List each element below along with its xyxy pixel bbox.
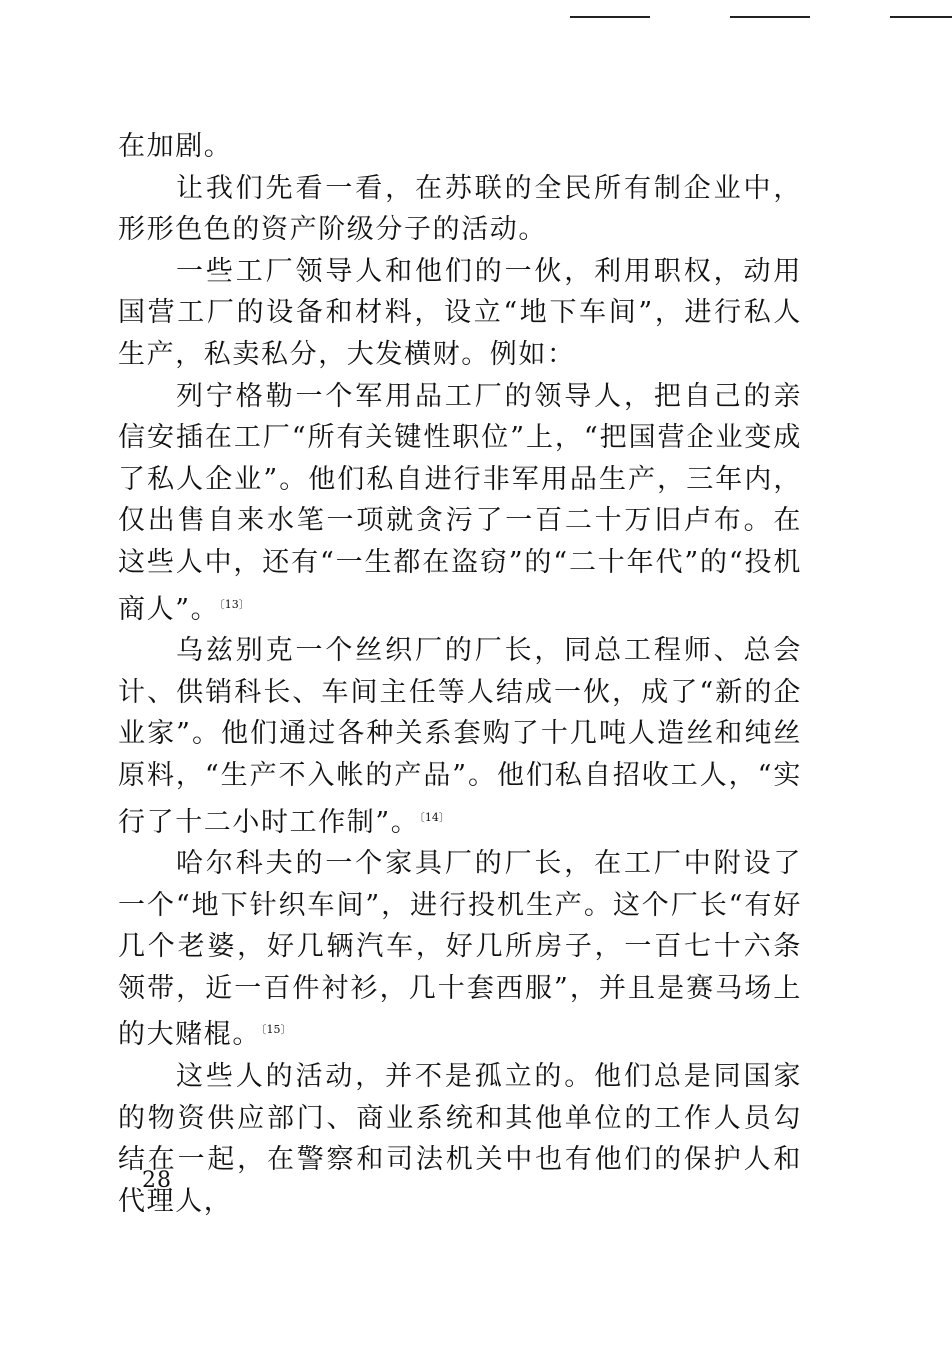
paragraph-text: 哈尔科夫的一个家具厂的厂长，在工厂中附设了一个“地下针织车间”，进行投机生产。这个厂长“有好几个老婆，好几辆汽车，好几所房子，一百七十六条领带，近一百件衬衫，几十套西服”，并且是赛马场上的大赌棍。 <box>118 848 802 1051</box>
header-rule-middle <box>730 16 810 18</box>
paragraph-text: 一些工厂领导人和他们的一伙，利用职权，动用国营工厂的设备和材料，设立“地下车间”，进行私人生产，私卖私分，大发横财。例如： <box>118 255 802 370</box>
paragraph-text: 让我们先看一看，在苏联的全民所有制企业中，形形色色的资产阶级分子的活动。 <box>118 172 802 246</box>
body-text <box>118 126 802 1222</box>
paragraph-text: 列宁格勒一个军用品工厂的领导人，把自己的亲信安插在工厂“所有关键性职位”上，“把国营企业变成了私人企业”。他们私自进行非军用品生产，三年内，仅出售自来水笔一项就贪污了一百二十万旧卢布。在这些人中，还有“一生都在盗窃”的“二十年代”的“投机商人”。 <box>118 380 802 625</box>
paragraph-text: 在加剧。 <box>118 131 233 162</box>
paragraph-text: 这些人的活动，并不是孤立的。他们总是同国家的物资供应部门、商业系统和其他单位的工作人员勾结在一起，在警察和司法机关中也有他们的保护人和代理人， <box>118 1061 802 1217</box>
page-number: 28 <box>142 1168 172 1193</box>
paragraph <box>118 251 802 376</box>
paragraph <box>118 376 802 631</box>
paragraph-text: 乌兹别克一个丝织厂的厂长，同总工程师、总会计、供销科长、车间主任等人结成一伙，成了“新的企业家”。他们通过各种关系套购了十几吨人造丝和纯丝原料，“生产不入帐的产品”。他们私自招收工人，“实行了十二小时工作制”。 <box>118 635 802 838</box>
footnote-marker: 〔15〕 <box>261 1023 292 1037</box>
footnote-marker: 〔14〕 <box>419 810 450 824</box>
paragraph <box>118 630 802 843</box>
paragraph <box>118 843 802 1056</box>
footnote-marker: 〔13〕 <box>219 597 250 611</box>
header-rule-right <box>890 16 952 18</box>
paragraph <box>118 168 802 251</box>
paragraph-continuation <box>118 126 802 168</box>
paragraph <box>118 1056 802 1222</box>
header-rule-left <box>570 16 650 18</box>
